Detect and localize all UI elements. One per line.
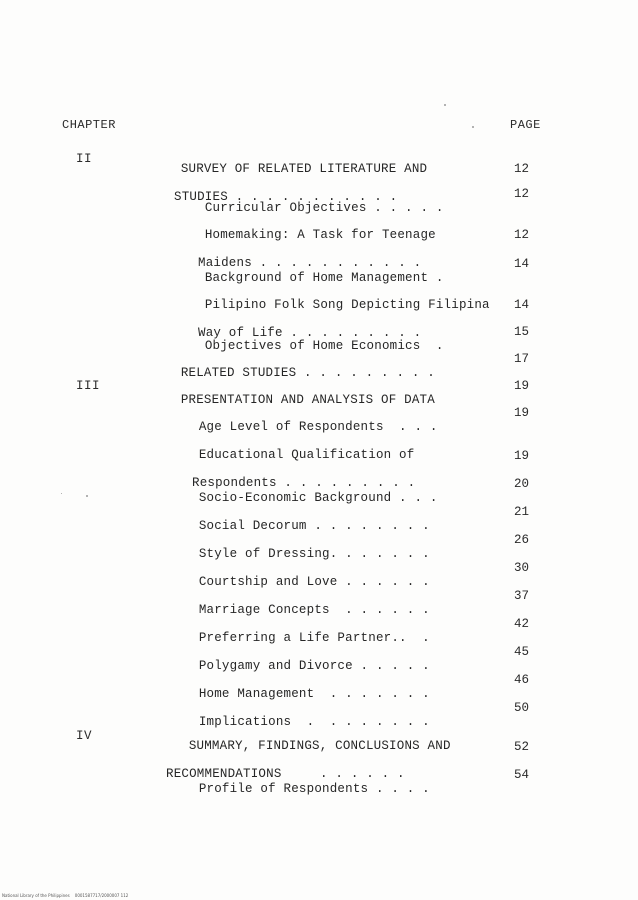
toc-entry-page: 19 xyxy=(514,379,530,393)
toc-entry-page: 12 xyxy=(514,228,530,242)
toc-entry-title: Curricular Objectives . . . . . xyxy=(204,201,444,215)
toc-entry-page: 26 xyxy=(514,533,530,547)
toc-entry-title: Polygamy and Divorce . . . . . xyxy=(198,659,430,673)
toc-entry-title: Educational Qualification of xyxy=(198,448,415,462)
toc-entry-page: 12 xyxy=(514,187,530,201)
toc-entry-page: 54 xyxy=(514,768,530,782)
toc-entry-title: Preferring a Life Partner.. . xyxy=(198,631,430,645)
toc-entry-title: Profile of Respondents . . . . xyxy=(198,782,430,796)
toc-entry-title: Age Level of Respondents . . . xyxy=(198,420,438,434)
toc-entry-title: SUMMARY, FINDINGS, CONCLUSIONS AND xyxy=(188,739,451,753)
toc-entry-title-continued: Way of Life . . . . . . . . . xyxy=(198,326,422,340)
toc-entry-title: Objectives of Home Economics . xyxy=(204,339,444,353)
toc-entry-page: 17 xyxy=(514,352,530,366)
toc-entry-title: Home Management . . . . . . . xyxy=(198,687,430,701)
toc-entry-page: 37 xyxy=(514,589,530,603)
toc-entry-title: Background of Home Management . xyxy=(204,271,444,285)
scan-speck xyxy=(444,104,446,106)
chapter-number: III xyxy=(76,379,101,393)
toc-entry-title: Implications . . . . . . . . xyxy=(198,715,430,729)
scan-speck xyxy=(61,493,62,494)
toc-entry-page: 30 xyxy=(514,561,530,575)
toc-entry-title: Pilipino Folk Song Depicting Filipina xyxy=(204,298,490,312)
toc-entry-title: Courtship and Love . . . . . . xyxy=(198,575,430,589)
toc-entry-page: 42 xyxy=(514,617,530,631)
toc-entry-title: Marriage Concepts . . . . . . xyxy=(198,603,430,617)
toc-entry-title-continued: Maidens . . . . . . . . . . . xyxy=(198,256,422,270)
scan-footer: National Library of the Philippines 0001587717/2000007 112 xyxy=(2,893,129,898)
toc-entry-page: 50 xyxy=(514,701,530,715)
toc-entry-title: RELATED STUDIES . . . . . . . . . xyxy=(180,366,435,380)
toc-entry-page: 20 xyxy=(514,477,530,491)
toc-entry-title-continued: RECOMMENDATIONS . . . . . . xyxy=(166,767,405,781)
toc-entry-title-continued: STUDIES . . . . . . . . . . . xyxy=(174,190,398,204)
toc-entry-page: 14 xyxy=(514,257,530,271)
toc-entry-page: 15 xyxy=(514,325,530,339)
toc-entry-page: 19 xyxy=(514,449,530,463)
chapter-number: II xyxy=(76,152,93,166)
toc-entry-title: Style of Dressing. . . . . . . xyxy=(198,547,430,561)
toc-entry-title: SURVEY OF RELATED LITERATURE AND xyxy=(180,162,428,176)
toc-entry-title: PRESENTATION AND ANALYSIS OF DATA xyxy=(180,393,435,407)
scan-speck xyxy=(472,126,474,128)
chapter-number: IV xyxy=(76,729,93,743)
toc-entry-page: 12 xyxy=(514,162,530,176)
toc-entry xyxy=(168,768,430,810)
chapter-column-header: CHAPTER xyxy=(62,118,116,132)
toc-entry-page: 52 xyxy=(514,740,530,754)
scan-speck xyxy=(86,495,88,497)
toc-entry-page: 46 xyxy=(514,673,530,687)
toc-entry-page: 14 xyxy=(514,298,530,312)
toc-entry-title: Social Decorum . . . . . . . . xyxy=(198,519,430,533)
page-column-header: PAGE xyxy=(510,118,541,132)
toc-entry-page: 21 xyxy=(514,505,530,519)
toc-entry-title-continued: Respondents . . . . . . . . . xyxy=(192,476,416,490)
toc-entry-title: Socio-Economic Background . . . xyxy=(198,491,438,505)
toc-entry-page: 19 xyxy=(514,406,530,420)
toc-entry-page: 45 xyxy=(514,645,530,659)
toc-entry-title: Homemaking: A Task for Teenage xyxy=(204,228,436,242)
